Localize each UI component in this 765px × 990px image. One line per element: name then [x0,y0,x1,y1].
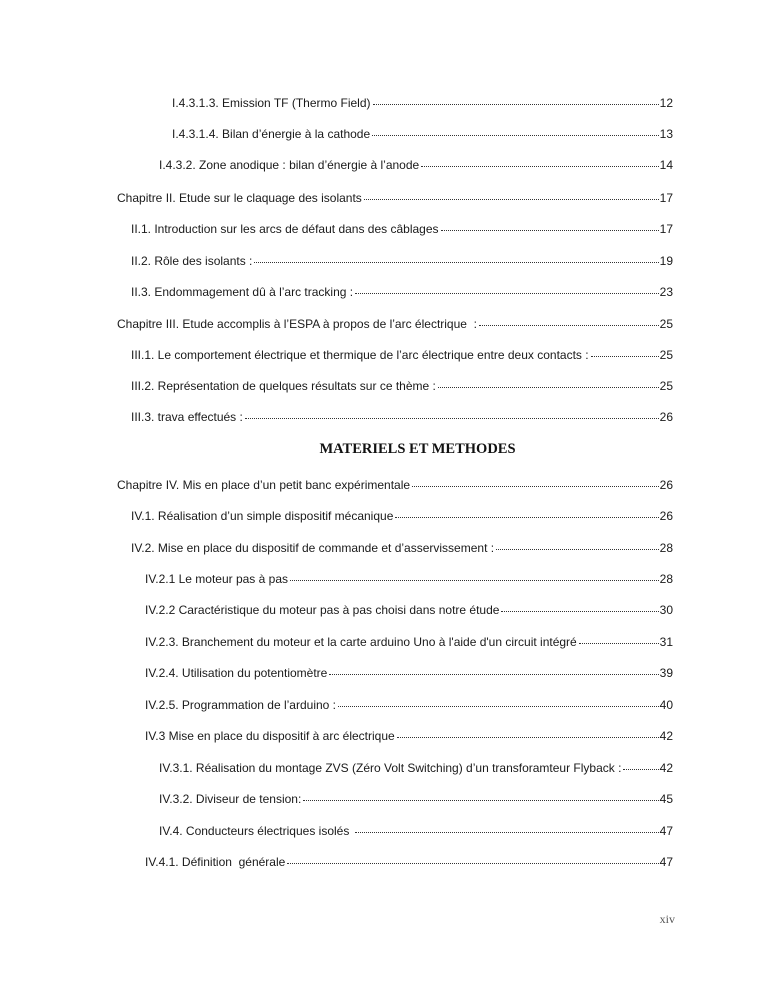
toc-entry-label: Chapitre III. Etude accomplis à l’ESPA à propos de l’arc électrique : [117,317,477,331]
toc-entry-page: 40 [659,698,673,712]
toc-entry[interactable] [117,317,673,335]
toc-entry-page: 45 [659,792,673,806]
toc-entry-page: 30 [659,603,673,617]
toc-entry-page: 31 [659,635,673,649]
dot-leader [373,103,659,105]
toc-entry-label: IV.2.4. Utilisation du potentiomètre [145,666,328,680]
dot-leader [496,548,659,550]
toc-entry-label: II.3. Endommagement dû à l’arc tracking : [131,285,354,299]
toc-entry-page: 17 [659,222,673,236]
toc-entry-label: IV.4. Conducteurs électriques isolés [159,824,353,838]
dot-leader [329,673,658,675]
dot-leader [355,831,659,833]
toc-entry-page: 17 [659,191,673,205]
toc-entry-label: III.1. Le comportement électrique et thermique de l’arc électrique entre deux contacts : [131,348,589,362]
toc-entry-label: III.3. trava effectués : [131,410,243,424]
dot-leader [395,516,658,518]
dot-leader [303,799,658,801]
toc-entry-page: 25 [659,317,673,331]
toc-entry-label: III.2. Représentation de quelques résultats sur ce thème : [131,379,436,393]
dot-leader [372,134,659,136]
toc-entry[interactable] [145,603,673,621]
toc-entry-page: 26 [659,509,673,523]
toc-entry-label: Chapitre IV. Mis en place d’un petit banc expérimentale [117,478,411,492]
dot-leader [355,292,659,294]
dot-leader [441,229,659,231]
toc-entry[interactable] [131,285,673,303]
toc-entry-page: 25 [659,348,673,362]
toc-entry[interactable] [117,191,673,209]
page-number: xiv [659,912,675,926]
dot-leader [591,355,659,357]
toc-entry[interactable] [131,348,673,366]
toc-entry[interactable] [159,761,673,779]
toc-entry-page: 28 [659,541,673,555]
toc-entry-page: 23 [659,285,673,299]
toc-entry-page: 47 [659,855,673,869]
toc-entry-label: IV.3.1. Réalisation du montage ZVS (Zéro Volt Switching) d’un transforamteur Flyback : [159,761,622,775]
toc-entry[interactable] [172,127,673,145]
toc-entry[interactable] [131,410,673,428]
toc-entry[interactable] [172,96,673,114]
toc-entry-label: IV.3 Mise en place du dispositif à arc électrique [145,729,395,743]
toc-entry[interactable] [159,158,673,176]
dot-leader [254,261,658,263]
dot-leader [412,485,659,487]
toc-entry-label: I.4.3.1.4. Bilan d’énergie à la cathode [172,127,371,141]
toc-entry-page: 26 [659,410,673,424]
toc-entry-page: 14 [659,158,673,172]
toc-entry-label: IV.2.5. Programmation de l’arduino : [145,698,336,712]
toc-entry-label: I.4.3.2. Zone anodique : bilan d’énergie à l’anode [159,158,420,172]
dot-leader [397,736,659,738]
toc-entry-label: IV.2.3. Branchement du moteur et la carte arduino Uno à l'aide d'un circuit intégré [145,635,577,649]
toc-entry[interactable] [145,729,673,747]
toc-entry[interactable] [159,792,673,810]
toc-entry-page: 12 [659,96,673,110]
dot-leader [579,642,659,644]
toc-entry[interactable] [131,222,673,240]
toc-entry-page: 26 [659,478,673,492]
toc-entry[interactable] [131,379,673,397]
dot-leader [338,705,659,707]
toc-entry[interactable] [145,635,673,653]
toc-entry[interactable] [145,855,673,873]
toc-entry-label: IV.4.1. Définition générale [145,855,286,869]
toc-entry-page: 39 [659,666,673,680]
toc-entry[interactable] [117,478,673,496]
toc-entry[interactable] [159,824,673,842]
toc-entry[interactable] [131,509,673,527]
dot-leader [364,198,659,200]
toc-entry[interactable] [145,572,673,590]
dot-leader [438,386,659,388]
toc-entry-page: 42 [659,761,673,775]
toc-entry-label: IV.3.2. Diviseur de tension: [159,792,302,806]
toc-entry-label: I.4.3.1.3. Emission TF (Thermo Field) [172,96,371,110]
toc-entry-label: Chapitre II. Etude sur le claquage des isolants [117,191,362,205]
dot-leader [245,417,659,419]
toc-entry-page: 25 [659,379,673,393]
toc-entry-label: II.2. Rôle des isolants : [131,254,253,268]
toc-entry-page: 19 [659,254,673,268]
dot-leader [290,579,659,581]
toc-entry-page: 28 [659,572,673,586]
dot-leader [479,324,659,326]
dot-leader [421,165,658,167]
section-heading: MATERIELS ET METHODES [319,441,516,457]
toc-entry[interactable] [131,541,673,559]
toc-entry-label: IV.2. Mise en place du dispositif de commande et d’asservissement : [131,541,495,555]
dot-leader [623,768,658,770]
toc-entry-page: 13 [659,127,673,141]
dot-leader [287,862,658,864]
toc-entry-label: IV.2.2 Caractéristique du moteur pas à pas choisi dans notre étude [145,603,500,617]
dot-leader [501,610,658,612]
toc-entry-page: 42 [659,729,673,743]
toc-entry-page: 47 [659,824,673,838]
toc-entry-label: IV.2.1 Le moteur pas à pas [145,572,288,586]
toc-entry[interactable] [145,698,673,716]
toc-entry-label: II.1. Introduction sur les arcs de défaut dans des câblages [131,222,439,236]
toc-entry-label: IV.1. Réalisation d’un simple dispositif mécanique [131,509,394,523]
toc-entry[interactable] [131,254,673,272]
toc-entry[interactable] [145,666,673,684]
